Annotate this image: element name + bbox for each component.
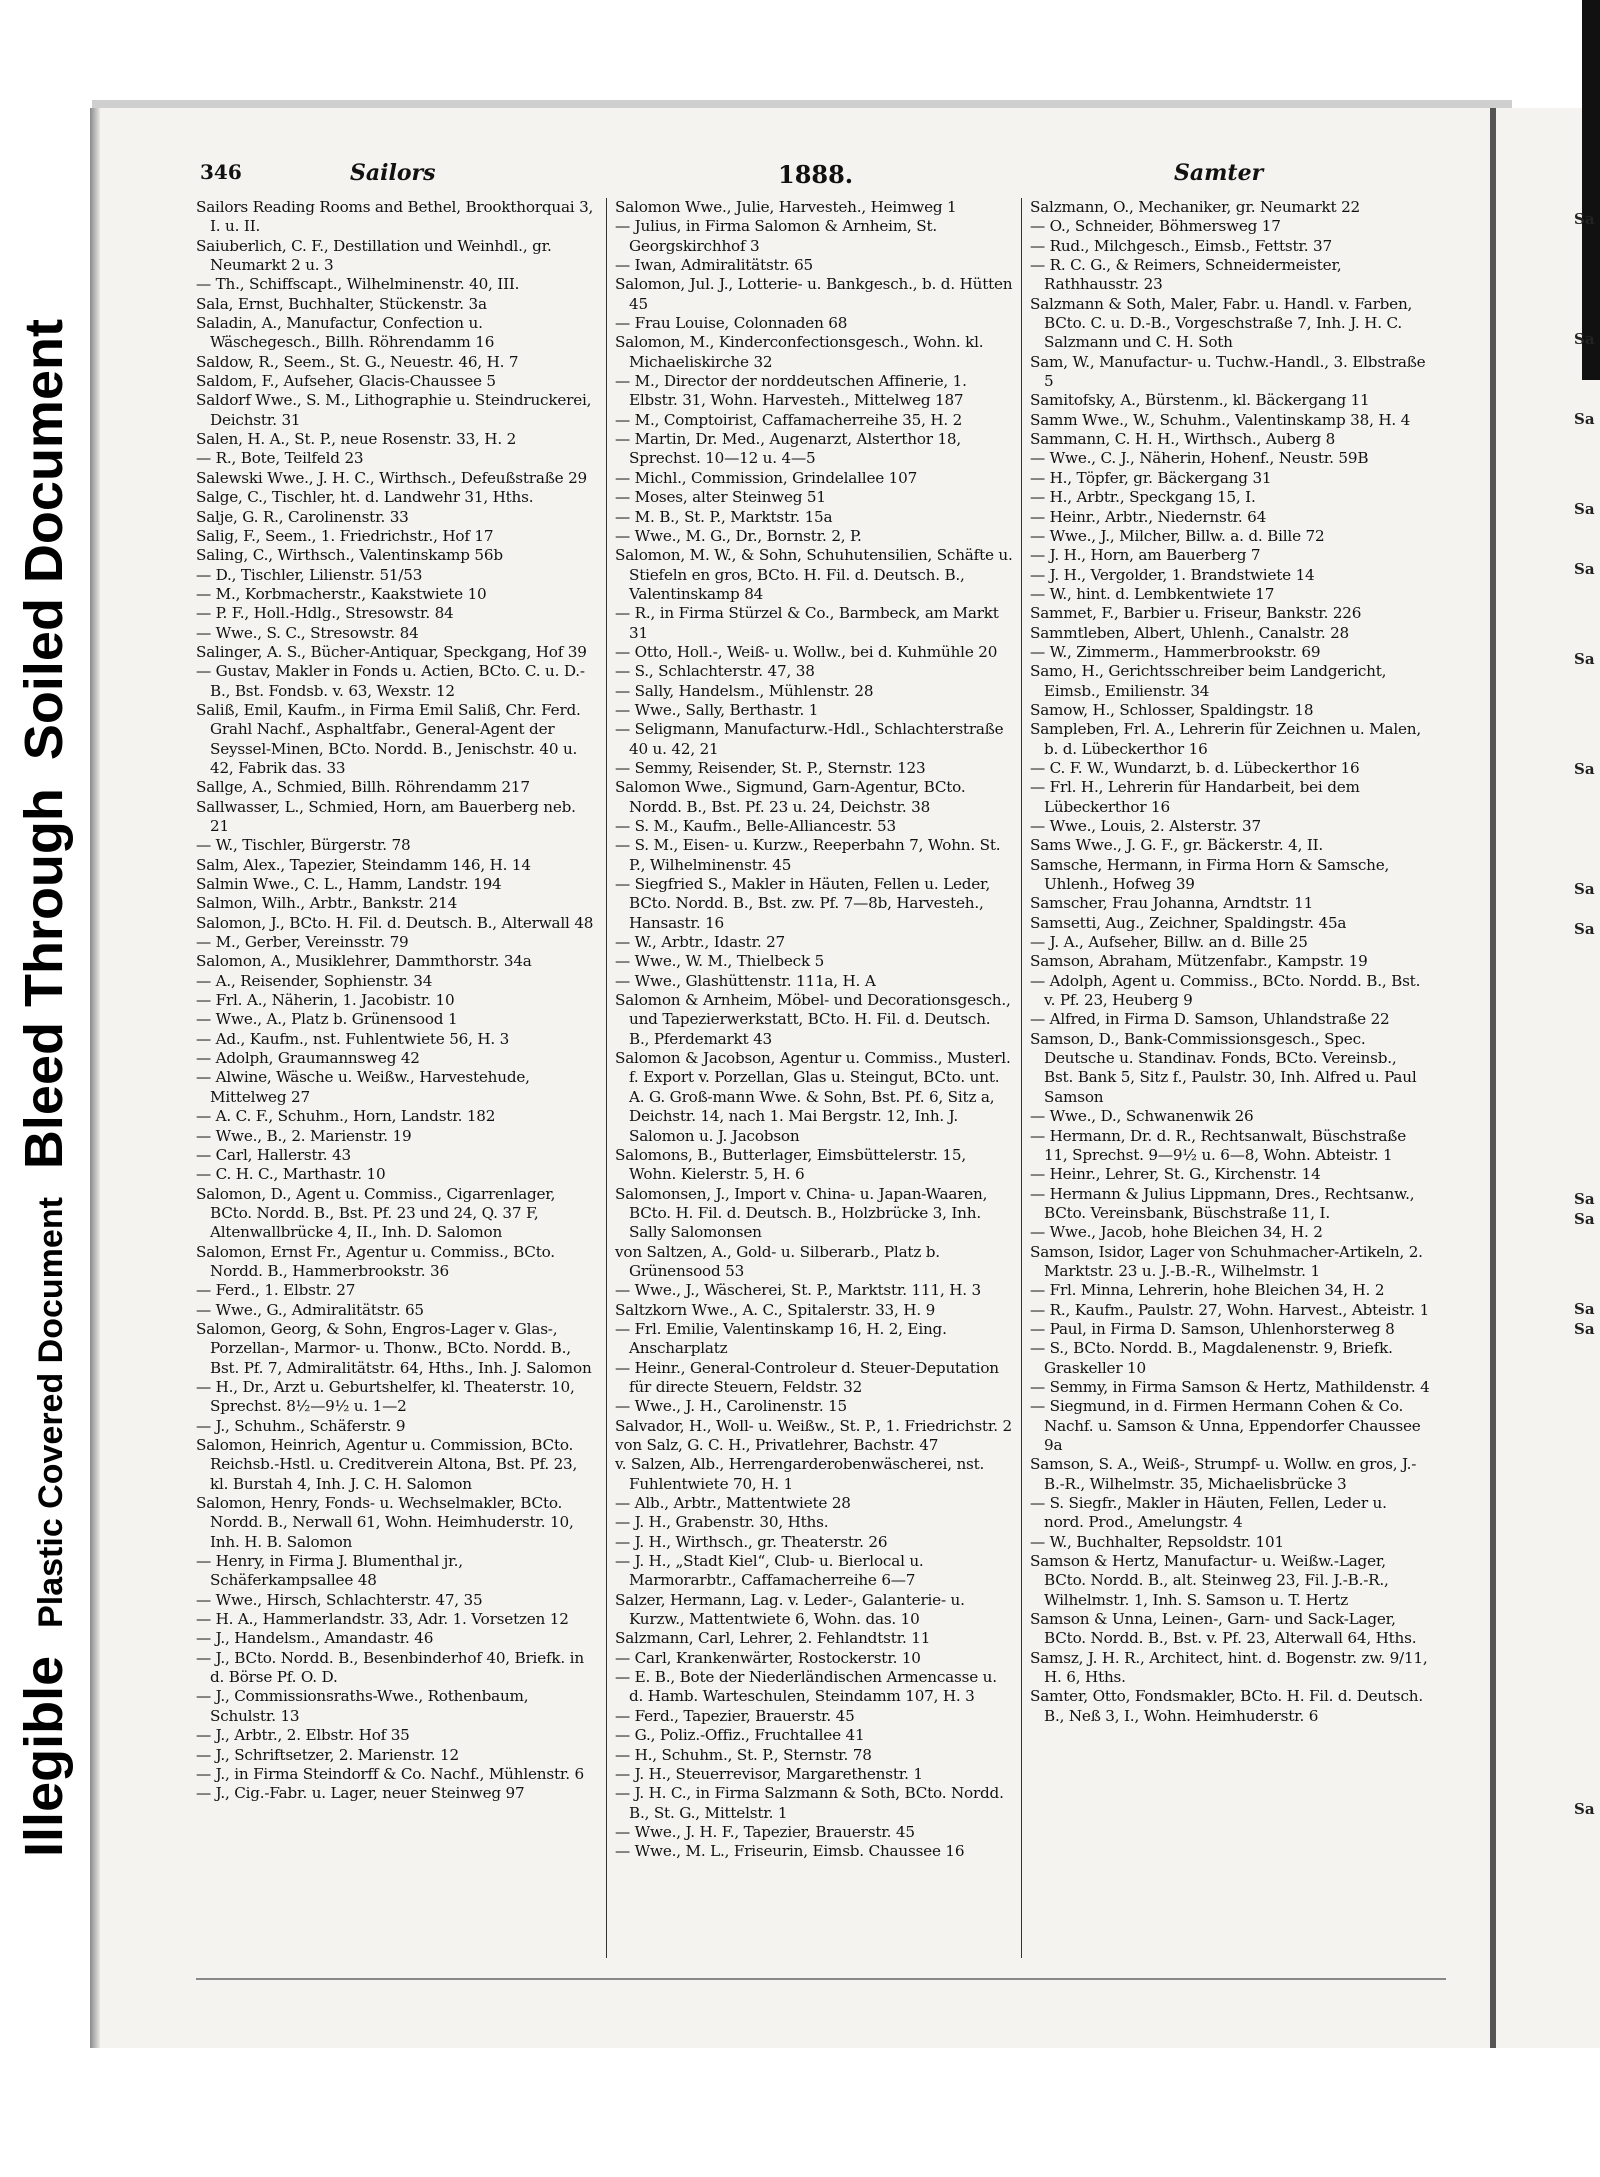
scan-stamp-text bbox=[13, 319, 75, 1857]
directory-entry: — S., BCto. Nordd. B., Magdalenenstr. 9, Briefk. Graskeller 10 bbox=[1030, 1339, 1393, 1377]
directory-entry: — Henry, in Firma J. Blumenthal jr., Schäferkampsallee 48 bbox=[196, 1552, 463, 1590]
directory-entry: Samsetti, Aug., Zeichner, Spaldingstr. 45a bbox=[1030, 913, 1347, 932]
directory-entry: — Martin, Dr. Med., Augenarzt, Alsterthor 18, Sprechst. 10—12 u. 4—5 bbox=[615, 430, 961, 468]
directory-entry: Samson, S. A., Weiß-, Strumpf- u. Wollw. en gros, J.-B.-R., Wilhelmstr. 35, Michaelisbrücke 3 bbox=[1030, 1455, 1417, 1493]
directory-entry: — S., Schlachterstr. 47, 38 bbox=[615, 662, 815, 681]
directory-entry: Salmin Wwe., C. L., Hamm, Landstr. 194 bbox=[196, 875, 502, 894]
directory-entry: — W., hint. d. Lembkentwiete 17 bbox=[1030, 584, 1275, 603]
directory-entry: Salvador, H., Woll- u. Weißw., St. P., 1. Friedrichstr. 2 bbox=[615, 1416, 1012, 1435]
column-rule bbox=[606, 198, 607, 1958]
directory-entry: Salomon, Georg, & Sohn, Engros-Lager v. Glas-, Porzellan-, Marmor- u. Thonw., BCto. Nordd. B., Bst. Pf. 7, Admiralitätstr. 64, Hths., Inh. J. Salomon bbox=[196, 1319, 592, 1377]
directory-entry: Samson, D., Bank-Commissionsgesch., Spec. Deutsche u. Standinav. Fonds, BCto. Vereinsb., Bst. Bank 5, Sitz f., Paulstr. 30, Inh. Alfred u. Paul Samson bbox=[1030, 1029, 1417, 1106]
directory-entry: — Wwe., J., Wäscherei, St. P., Marktstr. 111, H. 3 bbox=[615, 1281, 981, 1300]
directory-entry: — Wwe., W. M., Thielbeck 5 bbox=[615, 952, 825, 971]
directory-entry: Saliß, Emil, Kaufm., in Firma Emil Saliß, Chr. Ferd. Grahl Nachf., Asphaltfabr., General-Agent der Seyssel-Minen, BCto. Nordd. B., Jenischstr. 40 u. 42, Fabrik das. 33 bbox=[196, 700, 581, 777]
next-page-fragment: Sa bbox=[1574, 500, 1595, 518]
next-page-fragment: Sa bbox=[1574, 410, 1595, 428]
directory-entry: — R., Kaufm., Paulstr. 27, Wohn. Harvest., Abteistr. 1 bbox=[1030, 1300, 1430, 1319]
next-page-fragment: Sa bbox=[1574, 1320, 1595, 1338]
directory-entry: — S. Siegfr., Makler in Häuten, Fellen, Leder u. nord. Prod., Amelungstr. 4 bbox=[1030, 1494, 1387, 1532]
directory-entry: — Wwe., A., Platz b. Grünensood 1 bbox=[196, 1010, 458, 1029]
directory-entry: — J., Handelsm., Amandastr. 46 bbox=[196, 1629, 434, 1648]
directory-entry: Salomon, A., Musiklehrer, Dammthorstr. 34a bbox=[196, 952, 532, 971]
directory-entry: — Ad., Kaufm., nst. Fuhlentwiete 56, H. 3 bbox=[196, 1029, 510, 1048]
directory-entry: — Wwe., J., Milcher, Billw. a. d. Bille 72 bbox=[1030, 526, 1325, 545]
directory-entry: Salomon Wwe., Julie, Harvesteh., Heimweg 1 bbox=[615, 198, 957, 216]
directory-entry: — Ferd., Tapezier, Brauerstr. 45 bbox=[615, 1706, 855, 1725]
directory-entry: — Th., Schiffscapt., Wilhelminenstr. 40, III. bbox=[196, 275, 520, 294]
next-page-fragment: Sa bbox=[1574, 1800, 1595, 1818]
directory-entry: — H. A., Hammerlandstr. 33, Adr. 1. Vorsetzen 12 bbox=[196, 1610, 569, 1629]
directory-entry: — Frl. A., Näherin, 1. Jacobistr. 10 bbox=[196, 991, 455, 1010]
directory-entry: — Adolph, Graumannsweg 42 bbox=[196, 1049, 420, 1068]
right-running-head: Samter bbox=[1174, 160, 1264, 186]
directory-entry: — Wwe., S. C., Stresowstr. 84 bbox=[196, 623, 419, 642]
next-page-fragment: Sa bbox=[1574, 1210, 1595, 1228]
next-page-fragment: Sa bbox=[1574, 920, 1595, 938]
directory-entry: Samson & Unna, Leinen-, Garn- und Sack-Lager, BCto. Nordd. B., Bst. v. Pf. 23, Alterwall 64, Hths. bbox=[1030, 1610, 1417, 1648]
directory-entry: Salomon, M. W., & Sohn, Schuhutensilien, Schäfte u. Stiefeln en gros, BCto. H. Fil. d. Deutsch. B., Valentinskamp 84 bbox=[615, 546, 1013, 603]
directory-entry: — Rud., Milchgesch., Eimsb., Fettstr. 37 bbox=[1030, 236, 1332, 255]
directory-entry: — Iwan, Admiralitätstr. 65 bbox=[615, 256, 814, 275]
directory-entry: Samitofsky, A., Bürstenm., kl. Bäckergang 11 bbox=[1030, 391, 1370, 410]
directory-entry: — Wwe., Sally, Berthastr. 1 bbox=[615, 700, 819, 719]
directory-entry: Sallge, A., Schmied, Billh. Röhrendamm 217 bbox=[196, 778, 530, 797]
directory-entry: — P. F., Holl.-Hdlg., Stresowstr. 84 bbox=[196, 604, 454, 623]
directory-entry: — Wwe., J. H. F., Tapezier, Brauerstr. 45 bbox=[615, 1822, 915, 1841]
directory-entry: Samsz, J. H. R., Architect, hint. d. Bogenstr. zw. 9/11, H. 6, Hths. bbox=[1030, 1648, 1428, 1687]
directory-entry: — W., Tischler, Bürgerstr. 78 bbox=[196, 836, 411, 855]
directory-entry: — Alb., Arbtr., Mattentwiete 28 bbox=[615, 1494, 851, 1513]
page-number: 346 bbox=[200, 160, 242, 184]
directory-entry: — Wwe., B., 2. Marienstr. 19 bbox=[196, 1126, 412, 1145]
next-page-fragment: Sa bbox=[1574, 760, 1595, 778]
directory-entry: — Heinr., Arbtr., Niedernstr. 64 bbox=[1030, 507, 1267, 526]
directory-entry: — M., Gerber, Vereinsstr. 79 bbox=[196, 933, 409, 952]
directory-entry: Saltzkorn Wwe., A. C., Spitalerstr. 33, H. 9 bbox=[615, 1300, 936, 1319]
directory-entry: — Carl, Krankenwärter, Rostockerstr. 10 bbox=[615, 1648, 921, 1667]
directory-entry: Salomon & Arnheim, Möbel- und Decorationsgesch., und Tapezierwerkstatt, BCto. H. Fil. d. Deutsch. B., Pferdemarkt 43 bbox=[615, 991, 1011, 1048]
directory-entry: — Alwine, Wäsche u. Weißw., Harvestehude, Mittelweg 27 bbox=[196, 1068, 530, 1106]
directory-entry: — J. H., Wirthsch., gr. Theaterstr. 26 bbox=[615, 1532, 888, 1551]
stamp-soiled: Soiled Document bbox=[14, 319, 74, 761]
next-page-fragment: Sa bbox=[1574, 880, 1595, 898]
directory-entry: Salig, F., Seem., 1. Friedrichstr., Hof 17 bbox=[196, 526, 494, 545]
directory-column-2 bbox=[615, 198, 1015, 1862]
directory-entry: Samscher, Frau Johanna, Arndtstr. 11 bbox=[1030, 894, 1314, 913]
directory-entry: — R. C. G., & Reimers, Schneidermeister, Rathhausstr. 23 bbox=[1030, 256, 1342, 294]
directory-entry: Salomonsen, J., Import v. China- u. Japan-Waaren, BCto. H. Fil. d. Deutsch. B., Holzbrücke 3, Inh. Sally Salomonsen bbox=[615, 1184, 988, 1242]
directory-entry: — M., Korbmacherstr., Kaakstwiete 10 bbox=[196, 584, 487, 603]
directory-entry: — O., Schneider, Böhmersweg 17 bbox=[1030, 217, 1281, 236]
directory-entry: — J., Cig.-Fabr. u. Lager, neuer Steinweg 97 bbox=[196, 1784, 525, 1803]
directory-entry: — J. H., Horn, am Bauerberg 7 bbox=[1030, 546, 1261, 565]
directory-entry: — Gustav, Makler in Fonds u. Actien, BCto. C. u. D.-B., Bst. Fondsb. v. 63, Wexstr. 12 bbox=[196, 662, 585, 700]
directory-entry: Salen, H. A., St. P., neue Rosenstr. 33, H. 2 bbox=[196, 430, 517, 449]
directory-column-3 bbox=[1030, 198, 1430, 1726]
scan-border-bar bbox=[1582, 0, 1600, 380]
directory-entry: — Semmy, in Firma Samson & Hertz, Mathildenstr. 4 bbox=[1030, 1377, 1430, 1396]
directory-entry: — Semmy, Reisender, St. P., Sternstr. 123 bbox=[615, 758, 926, 777]
directory-entry: Salzmann, Carl, Lehrer, 2. Fehlandtstr. 11 bbox=[615, 1629, 931, 1648]
directory-entry: Sammann, C. H. H., Wirthsch., Auberg 8 bbox=[1030, 430, 1336, 449]
directory-entry: — J., in Firma Steindorff & Co. Nachf., Mühlenstr. 6 bbox=[196, 1764, 584, 1783]
directory-entry: — Wwe., Louis, 2. Alsterstr. 37 bbox=[1030, 817, 1261, 835]
directory-entry: Salomons, B., Butterlager, Eimsbüttelerstr. 15, Wohn. Kielerstr. 5, H. 6 bbox=[615, 1145, 966, 1184]
directory-entry: — M., Director der norddeutschen Affinerie, 1. Elbstr. 31, Wohn. Harvesteh., Mittelweg 187 bbox=[615, 372, 967, 410]
directory-entry: — Wwe., J. H., Carolinenstr. 15 bbox=[615, 1397, 847, 1416]
directory-entry: Salm, Alex., Tapezier, Steindamm 146, H. 14 bbox=[196, 855, 531, 874]
directory-entry: — Wwe., Glashüttenstr. 111a, H. A bbox=[615, 971, 876, 990]
left-running-head: Sailors bbox=[350, 160, 436, 186]
directory-entry: — D., Tischler, Lilienstr. 51/53 bbox=[196, 565, 423, 584]
directory-entry: Saldorf Wwe., S. M., Lithographie u. Steindruckerei, Deichstr. 31 bbox=[196, 391, 592, 429]
directory-entry: — Siegfried S., Makler in Häuten, Fellen u. Leder, BCto. Nordd. B., Bst. zw. Pf. 7—8b, Harvesteh., Hansastr. 16 bbox=[615, 875, 991, 932]
directory-entry: Sam, W., Manufactur- u. Tuchw.-Handl., 3. Elbstraße 5 bbox=[1030, 352, 1426, 391]
directory-entry: — A., Reisender, Sophienstr. 34 bbox=[196, 971, 433, 990]
directory-entry: Saladin, A., Manufactur, Confection u. Wäschegesch., Billh. Röhrendamm 16 bbox=[196, 314, 495, 352]
directory-entry: Salomon & Jacobson, Agentur u. Commiss., Musterl. f. Export v. Porzellan, Glas u. Steingut, BCto. unt. A. G. Groß-mann Wwe. & Sohn, Bst. Pf. 6, Sitz a, Deichstr. 14, nach 1. Mai Bergstr. 12, Inh. J. Salomon u. J. Jacobson bbox=[615, 1049, 1011, 1145]
directory-entry: Salzmann & Soth, Maler, Fabr. u. Handl. v. Farben, BCto. C. u. D.-B., Vorgeschstraße 7, Inh. J. H. C. Salzmann und C. H. Soth bbox=[1030, 294, 1413, 352]
directory-entry: — Ferd., 1. Elbstr. 27 bbox=[196, 1281, 356, 1300]
directory-entry: — J., Schuhm., Schäferstr. 9 bbox=[196, 1416, 406, 1435]
directory-entry: — J., Commissionsraths-Wwe., Rothenbaum, Schulstr. 13 bbox=[196, 1687, 529, 1725]
directory-entry: — C. H. C., Marthastr. 10 bbox=[196, 1165, 386, 1184]
directory-entry: Sampleben, Frl. A., Lehrerin für Zeichnen u. Malen, b. d. Lübeckerthor 16 bbox=[1030, 720, 1422, 758]
stamp-bleed-through: Bleed Through bbox=[14, 788, 74, 1170]
directory-entry: Samson & Hertz, Manufactur- u. Weißw.-Lager, BCto. Nordd. B., alt. Steinweg 23, Fil. J.-B.-R., Wilhelmstr. 1, Inh. S. Samson u. T. Hertz bbox=[1030, 1552, 1389, 1609]
directory-entry: — J. H., Steuerrevisor, Margarethenstr. 1 bbox=[615, 1764, 923, 1783]
next-page-fragment: Sa bbox=[1574, 1190, 1595, 1208]
directory-entry: — Hermann, Dr. d. R., Rechtsanwalt, Büschstraße 11, Sprechst. 9—9½ u. 6—8, Wohn. Abteistr. 1 bbox=[1030, 1126, 1406, 1164]
directory-entry: — R., Bote, Teilfeld 23 bbox=[196, 449, 364, 468]
directory-entry: Samo, H., Gerichtsschreiber beim Landgericht, Eimsb., Emilienstr. 34 bbox=[1030, 662, 1387, 700]
directory-entry: — W., Buchhalter, Repsoldstr. 101 bbox=[1030, 1532, 1284, 1551]
next-page-fragment: Sa bbox=[1574, 1300, 1595, 1318]
directory-entry: — G., Poliz.-Offiz., Fruchtallee 41 bbox=[615, 1726, 865, 1745]
directory-entry: — Otto, Holl.-, Weiß- u. Wollw., bei d. Kuhmühle 20 bbox=[615, 642, 998, 661]
directory-entry: v. Salzen, Alb., Herrengarderobenwäscherei, nst. Fuhlentwiete 70, H. 1 bbox=[615, 1455, 985, 1493]
directory-entry: — W., Arbtr., Idastr. 27 bbox=[615, 933, 786, 952]
directory-entry: — H., Schuhm., St. P., Sternstr. 78 bbox=[615, 1745, 872, 1764]
directory-entry: — Michl., Commission, Grindelallee 107 bbox=[615, 468, 918, 487]
directory-entry: Salomon, M., Kinderconfectionsgesch., Wohn. kl. Michaeliskirche 32 bbox=[615, 333, 984, 371]
directory-entry: — Carl, Hallerstr. 43 bbox=[196, 1145, 351, 1164]
directory-entry: — R., in Firma Stürzel & Co., Barmbeck, am Markt 31 bbox=[615, 604, 999, 642]
directory-entry: — Hermann & Julius Lippmann, Dres., Rechtsanw., BCto. Vereinsbank, Büschstraße 11, I. bbox=[1030, 1184, 1415, 1222]
directory-entry: Salge, C., Tischler, ht. d. Landwehr 31, Hths. bbox=[196, 488, 534, 507]
footer-rule bbox=[196, 1978, 1446, 1980]
directory-entry: — J. H., Vergolder, 1. Brandstwiete 14 bbox=[1030, 565, 1315, 584]
directory-entry: — Frl. H., Lehrerin für Handarbeit, bei dem Lübeckerthor 16 bbox=[1030, 778, 1360, 816]
directory-entry: — Moses, alter Steinweg 51 bbox=[615, 488, 826, 507]
directory-entry: — Julius, in Firma Salomon & Arnheim, St. Georgskirchhof 3 bbox=[615, 217, 938, 255]
directory-entry: Salomon, J., BCto. H. Fil. d. Deutsch. B., Alterwall 48 bbox=[196, 913, 594, 932]
directory-entry: — Frl. Emilie, Valentinskamp 16, H. 2, Eing. Anscharplatz bbox=[615, 1319, 947, 1358]
next-page-fragment: Sa bbox=[1574, 210, 1595, 228]
directory-column-1 bbox=[196, 198, 596, 1804]
directory-entry: Saldow, R., Seem., St. G., Neuestr. 46, H. 7 bbox=[196, 352, 519, 371]
directory-entry: Salomon, D., Agent u. Commiss., Cigarrenlager, BCto. Nordd. B., Bst. Pf. 23 und 24, Q. 37 F, Altenwallbrücke 4, II., Inh. D. Salomon bbox=[196, 1184, 556, 1242]
directory-entry: — H., Töpfer, gr. Bäckergang 31 bbox=[1030, 468, 1272, 487]
directory-entry: — J., Arbtr., 2. Elbstr. Hof 35 bbox=[196, 1726, 410, 1745]
directory-entry: — Wwe., M. G., Dr., Bornstr. 2, P. bbox=[615, 526, 862, 545]
directory-entry: Salomon, Ernst Fr., Agentur u. Commiss., BCto. Nordd. B., Hammerbrookstr. 36 bbox=[196, 1242, 555, 1280]
directory-entry: Salinger, A. S., Bücher-Antiquar, Speckgang, Hof 39 bbox=[196, 642, 587, 661]
next-page-sliver bbox=[1496, 108, 1600, 2048]
stamp-plastic-covered: Plastic Covered Document bbox=[32, 1197, 70, 1628]
directory-entry: von Salz, G. C. H., Privatlehrer, Bachstr. 47 bbox=[615, 1436, 939, 1454]
directory-entry: — J., BCto. Nordd. B., Besenbinderhof 40, Briefk. in d. Börse Pf. O. D. bbox=[196, 1648, 584, 1687]
directory-entry: Salewski Wwe., J. H. C., Wirthsch., Defeußstraße 29 bbox=[196, 468, 587, 487]
directory-entry: — M. B., St. P., Marktstr. 15a bbox=[615, 507, 833, 526]
directory-entry: — Wwe., Hirsch, Schlachterstr. 47, 35 bbox=[196, 1590, 483, 1609]
directory-entry: — Wwe., G., Admiralitätstr. 65 bbox=[196, 1300, 424, 1319]
directory-entry: Salmon, Wilh., Arbtr., Bankstr. 214 bbox=[196, 894, 458, 913]
column-rule bbox=[1021, 198, 1022, 1958]
directory-entry: Salomon, Henry, Fonds- u. Wechselmakler, BCto. Nordd. B., Nerwall 61, Wohn. Heimhuderstr. 10, Inh. H. B. Salomon bbox=[196, 1494, 574, 1551]
directory-entry: — Wwe., C. J., Näherin, Hohenf., Neustr. 59B bbox=[1030, 449, 1369, 468]
directory-entry: Salzmann, O., Mechaniker, gr. Neumarkt 22 bbox=[1030, 198, 1360, 216]
next-page-fragment: Sa bbox=[1574, 560, 1595, 578]
directory-entry: Sams Wwe., J. G. F., gr. Bäckerstr. 4, II. bbox=[1030, 836, 1324, 855]
directory-entry: — H., Arbtr., Speckgang 15, I. bbox=[1030, 488, 1256, 507]
directory-entry: Sailors Reading Rooms and Bethel, Brookthorquai 3, I. u. II. bbox=[196, 198, 594, 236]
directory-entry: — Frau Louise, Colonnaden 68 bbox=[615, 314, 848, 333]
directory-entry: Sammet, F., Barbier u. Friseur, Bankstr. 226 bbox=[1030, 604, 1362, 623]
directory-entry: Samow, H., Schlosser, Spaldingstr. 18 bbox=[1030, 700, 1314, 719]
directory-entry: — Heinr., General-Controleur d. Steuer-Deputation für directe Steuern, Feldstr. 32 bbox=[615, 1358, 999, 1396]
directory-entry: — Siegmund, in d. Firmen Hermann Cohen & Co. Nachf. u. Samson & Unna, Eppendorfer Chaussee 9a bbox=[1030, 1397, 1421, 1454]
directory-entry: — E. B., Bote der Niederländischen Armencasse u. d. Hamb. Warteschulen, Steindamm 107, H. 3 bbox=[615, 1668, 997, 1706]
scan-stamp-strip bbox=[0, 0, 88, 2177]
directory-entry: Saiuberlich, C. F., Destillation und Weinhdl., gr. Neumarkt 2 u. 3 bbox=[196, 236, 552, 275]
directory-entry: — A. C. F., Schuhm., Horn, Landstr. 182 bbox=[196, 1107, 496, 1126]
directory-entry: — J. H. C., in Firma Salzmann & Soth, BCto. Nordd. B., St. G., Mittelstr. 1 bbox=[615, 1784, 1004, 1822]
directory-entry: — M., Comptoirist, Caffamacherreihe 35, H. 2 bbox=[615, 410, 963, 429]
directory-entry: Salje, G. R., Carolinenstr. 33 bbox=[196, 507, 409, 526]
directory-entry: — Wwe., D., Schwanenwik 26 bbox=[1030, 1107, 1254, 1126]
directory-entry: — Adolph, Agent u. Commiss., BCto. Nordd. B., Bst. v. Pf. 23, Heuberg 9 bbox=[1030, 971, 1421, 1010]
directory-entry: Samson, Isidor, Lager von Schuhmacher-Artikeln, 2. Marktstr. 23 u. J.-B.-R., Wilhelmstr. 1 bbox=[1030, 1242, 1423, 1280]
directory-entry: Sala, Ernst, Buchhalter, Stückenstr. 3a bbox=[196, 294, 487, 313]
directory-entry: — W., Zimmerm., Hammerbrookstr. 69 bbox=[1030, 642, 1321, 661]
directory-entry: — J. H., Grabenstr. 30, Hths. bbox=[615, 1513, 829, 1532]
page-header bbox=[200, 160, 1480, 190]
directory-entry: — Sally, Handelsm., Mühlenstr. 28 bbox=[615, 681, 874, 700]
directory-entry: — C. F. W., Wundarzt, b. d. Lübeckerthor 16 bbox=[1030, 758, 1360, 777]
directory-entry: Saldom, F., Aufseher, Glacis-Chaussee 5 bbox=[196, 372, 496, 391]
directory-entry: Samm Wwe., W., Schuhm., Valentinskamp 38, H. 4 bbox=[1030, 410, 1411, 429]
directory-entry: — Wwe., M. L., Friseurin, Eimsb. Chaussee 16 bbox=[615, 1842, 965, 1861]
directory-entry: Saling, C., Wirthsch., Valentinskamp 56b bbox=[196, 546, 503, 565]
directory-entry: — H., Dr., Arzt u. Geburtshelfer, kl. Theaterstr. 10, Sprechst. 8½—9½ u. 1—2 bbox=[196, 1377, 575, 1416]
directory-entry: Salomon, Heinrich, Agentur u. Commission, BCto. Reichsb.-Hstl. u. Creditverein Altona, Bst. Pf. 23, kl. Burstah 4, Inh. J. C. H. Salomon bbox=[196, 1436, 578, 1493]
directory-entry: Samter, Otto, Fondsmakler, BCto. H. Fil. d. Deutsch. B., Neß 3, I., Wohn. Heimhuderstr. 6 bbox=[1030, 1687, 1423, 1725]
directory-entry: — S. M., Kaufm., Belle-Alliancestr. 53 bbox=[615, 817, 896, 835]
directory-entry: Salomon Wwe., Sigmund, Garn-Agentur, BCto. Nordd. B., Bst. Pf. 23 u. 24, Deichstr. 38 bbox=[615, 778, 966, 816]
directory-entry: Samson, Abraham, Mützenfabr., Kampstr. 19 bbox=[1030, 952, 1368, 971]
next-page-fragment: Sa bbox=[1574, 650, 1595, 668]
next-page-fragment: Sa bbox=[1574, 330, 1595, 348]
directory-entry: — S. M., Eisen- u. Kurzw., Reeperbahn 7, Wohn. St. P., Wilhelminenstr. 45 bbox=[615, 836, 1001, 874]
directory-entry: — Paul, in Firma D. Samson, Uhlenhorsterweg 8 bbox=[1030, 1319, 1395, 1338]
year-heading: 1888. bbox=[778, 160, 854, 189]
stamp-illegible: Illegible bbox=[14, 1655, 74, 1857]
directory-entry: Salzer, Hermann, Lag. v. Leder-, Galanterie- u. Kurzw., Mattentwiete 6, Wohn. das. 10 bbox=[615, 1590, 965, 1629]
directory-entry: — Frl. Minna, Lehrerin, hohe Bleichen 34, H. 2 bbox=[1030, 1281, 1385, 1300]
directory-entry: Samsche, Hermann, in Firma Horn & Samsche, Uhlenh., Hofweg 39 bbox=[1030, 855, 1390, 894]
directory-entry: — Heinr., Lehrer, St. G., Kirchenstr. 14 bbox=[1030, 1165, 1321, 1184]
directory-entry: — Wwe., Jacob, hohe Bleichen 34, H. 2 bbox=[1030, 1223, 1323, 1242]
directory-entry: — J. A., Aufseher, Billw. an d. Bille 25 bbox=[1030, 933, 1308, 952]
directory-entry: von Saltzen, A., Gold- u. Silberarb., Platz b. Grünensood 53 bbox=[615, 1242, 940, 1280]
page-binding-edge bbox=[90, 108, 100, 2048]
directory-entry: — J., Schriftsetzer, 2. Marienstr. 12 bbox=[196, 1745, 459, 1764]
directory-entry: Sammtleben, Albert, Uhlenh., Canalstr. 28 bbox=[1030, 623, 1350, 642]
directory-entry: — Alfred, in Firma D. Samson, Uhlandstraße 22 bbox=[1030, 1010, 1390, 1029]
directory-entry: Sallwasser, L., Schmied, Horn, am Bauerberg neb. 21 bbox=[196, 797, 576, 835]
directory-entry: — J. H., „Stadt Kiel“, Club- u. Bierlocal u. Marmorarbtr., Caffamacherreihe 6—7 bbox=[615, 1552, 924, 1590]
directory-entry: — Seligmann, Manufacturw.-Hdl., Schlachterstraße 40 u. 42, 21 bbox=[615, 720, 1004, 758]
directory-entry: Salomon, Jul. J., Lotterie- u. Bankgesch., b. d. Hütten 45 bbox=[615, 275, 1013, 313]
